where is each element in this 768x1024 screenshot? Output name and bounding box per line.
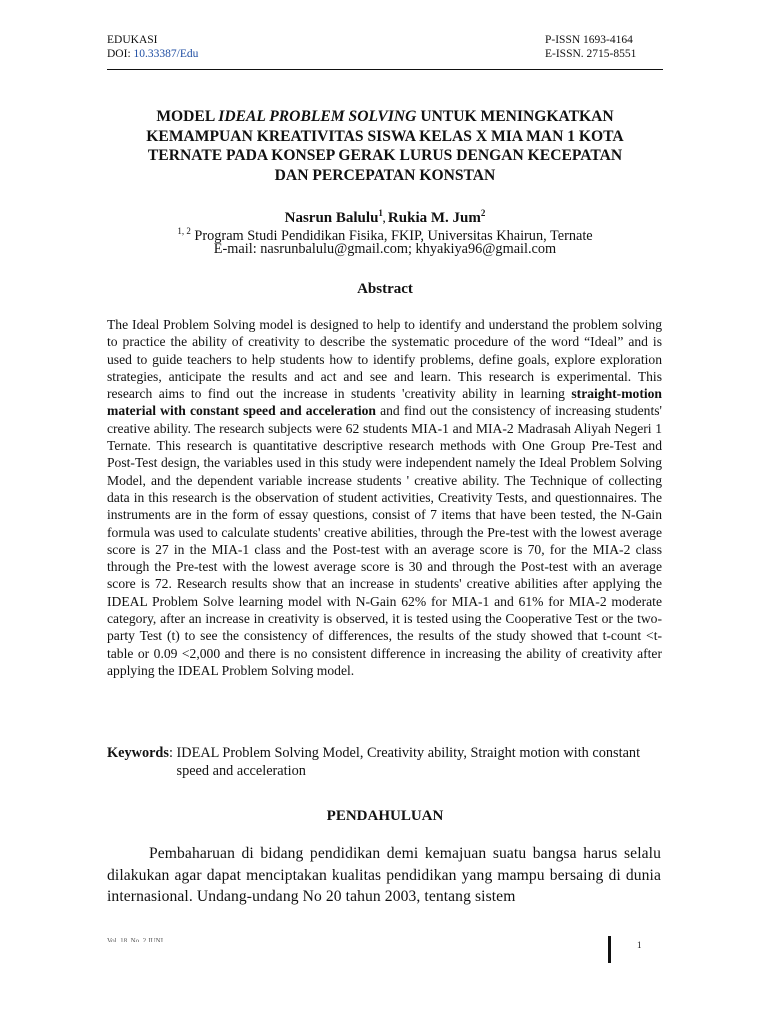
author-2: Rukia M. Jum [387,210,481,226]
doi-link[interactable]: 10.33387/Edu [133,48,199,60]
keywords-label: Keywords [107,745,169,761]
keywords [107,744,663,780]
title-line-1-post: UNTUK MENINGKATKAN [416,108,614,125]
title-line-1-italic: IDEAL PROBLEM SOLVING [218,108,417,125]
affiliation-text: Program Studi Pendidikan Fisika, FKIP, Universitas Khairun, Ternate [190,227,593,244]
intro-paragraph: Pembaharuan di bidang pendidikan demi kemajuan suatu bangsa harus selalu dilakukan agar dapat menciptakan kualitas pendidikan yang mampu bersaing di dunia internasional. Undang-undang No 20 tahun 2003, tentang sistem [107,845,661,905]
affiliation-sup: 1, 2 [177,226,191,236]
journal-name: EDUKASI [107,34,158,46]
title-line-1-pre: MODEL [156,108,219,125]
keywords-text: IDEAL Problem Solving Model, Creativity ability, Straight motion with constant speed and acceleration [176,745,641,779]
title-line-1 [107,107,663,127]
doi-line [107,47,198,61]
abstract-text-1: The Ideal Problem Solving model is designed to help to identify and understand the problem solving to practice the ability of creativity to describe the systematic procedure of the word “Ideal” and is used to guide teachers to help students how to identify problems, define goals, explore exploration strategies, anticipate the results and act and see and learn. This research is experimental. This research aims to find out the increase in students 'creativity ability in learning [107,317,662,402]
paper-title [107,107,663,185]
abstract-heading: Abstract [357,281,413,297]
footer-bar [608,936,611,963]
footer-volume: Vol. 18. No. 2 JUNI [107,937,164,942]
pissn: P-ISSN 1693-4164 [545,34,633,46]
author-separator: , [382,214,388,225]
journal-header-right [545,33,636,61]
author-2-sup: 2 [480,208,486,218]
eissn: E-ISSN. 2715-8551 [545,48,637,60]
page-number: 1 [637,940,642,950]
keywords-colon: : [168,745,177,761]
header-rule [107,69,663,70]
doi-label: DOI: [107,48,134,60]
author-emails: E-mail: nasrunbalulu@gmail.com; khyakiya96@gmail.com [213,241,557,257]
abstract-bold-phrase: straight-motion material with constant speed and acceleration [107,386,662,419]
author-1: Nasrun Balulu [284,210,379,226]
abstract-text-2: and find out the consistency of increasing students' creative ability. The research subjects were 62 students MIA-1 and MIA-2 Madrasah Aliyah Negeri 1 Ternate. This research is quantitative descriptive research methods with One Group Pre-Test and Post-Test design, the variables used in this study were independent namely the Ideal Problem Solving Model, and the dependent variable increase students ' creative ability. The Technique of collecting data in this research is the observation of student activities, Creativity Tests, and questionnaires. The instruments are in the form of essay questions, consist of 7 items that have been tested, the N-Gain formula was used to calculate students' creative abilities, through the Pre-test with the lowest average score is 27 in the MIA-1 class and the Post-test with an average score is 70, for the MIA-2 class through the Pre-test with the lowest average score is 30 and through the Post-test with an average score is 72. Research results show that an increase in students' creative abilities after applying the IDEAL Problem Solve learning model with N-Gain 62% for MIA-1 and 61% for MIA-2 moderate category, after an increase in creativity is observed, it is tested using the Cooperative Test or the two-party Test (t) to see the consistency of differences, the results of the study showed that t-count <t-table or 0.09 <2,000 and there is no consistent difference in increasing the ability of creativity after applying the IDEAL Problem Solving model. [107,403,662,678]
section-heading-pendahuluan: PENDAHULUAN [326,808,444,824]
title-line-4: DAN PERCEPATAN KONSTAN [274,166,496,184]
abstract-body [107,316,662,679]
title-line-2: KEMAMPUAN KREATIVITAS SISWA KELAS X MIA MAN 1 KOTA [146,127,624,145]
author-1-sup: 1 [378,208,383,218]
title-line-3: TERNATE PADA KONSEP GERAK LURUS DENGAN KECEPATAN [147,147,623,164]
journal-header-left [107,33,198,61]
